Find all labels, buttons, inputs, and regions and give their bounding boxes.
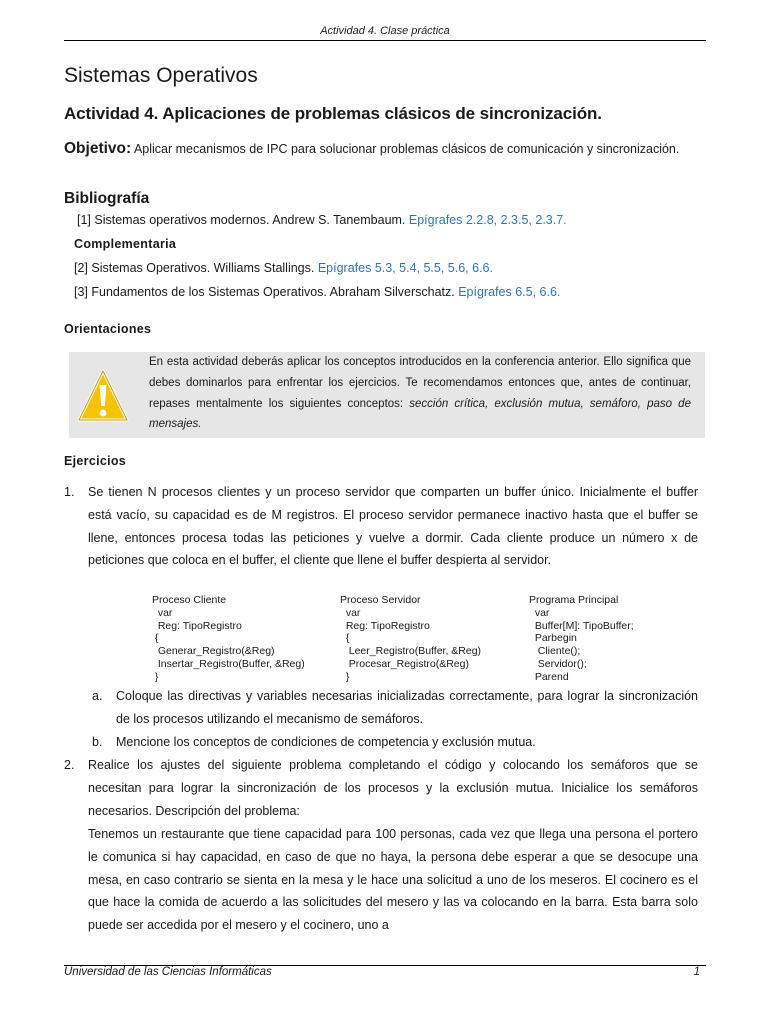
document-page: [64, 0, 706, 1024]
reference-3: [74, 285, 560, 299]
objective-paragraph: [64, 141, 706, 157]
note-concepts: sección crítica, exclusión mutua, semáforo, paso de mensajes.: [149, 397, 691, 431]
reference-text: [3] Fundamentos de los Sistemas Operativos. Abraham Silverschatz.: [74, 285, 455, 299]
reference-text: [1] Sistemas operativos modernos. Andrew S. Tanembaum.: [77, 213, 406, 227]
objective-label: Objetivo:: [64, 140, 132, 157]
exercises-title: Ejercicios: [64, 454, 127, 468]
sub-letter: b.: [92, 735, 103, 749]
warning-icon: [77, 368, 129, 424]
reference-link[interactable]: Epígrafes 6.5, 6.6.: [458, 285, 561, 299]
orientations-title: Orientaciones: [64, 322, 152, 336]
reference-text: [2] Sistemas Operativos. Williams Stallings.: [74, 261, 315, 275]
sub-text: Coloque las directivas y variables necesarias inicializadas correctamente, para lograr la sincronización de los procesos utilizando el mecanismo de semáforos.: [116, 689, 698, 726]
code-server-process: Proceso Servidor var Reg: TipoRegistro { Leer_Registro(Buffer, &Reg) Procesar_Registro(&Reg) }: [340, 594, 482, 683]
reference-1: [77, 213, 567, 227]
bibliography-title: Bibliografía: [64, 190, 150, 207]
code-main-program: Programa Principal var Buffer[M]: TipoBuffer; Parbegin Cliente(); Servidor(); Parend: [529, 594, 634, 683]
running-header: Actividad 4. Clase práctica: [320, 25, 450, 37]
complementary-title: Complementaria: [74, 237, 177, 251]
course-title: Sistemas Operativos: [64, 64, 258, 87]
code-client-process: Proceso Cliente var Reg: TipoRegistro { Generar_Registro(&Reg) Insertar_Registro(Buffer, &Reg) }: [152, 594, 305, 683]
note-body: En esta actividad deberás aplicar los conceptos introducidos en la conferencia anterior. Ello significa que debes dominarlos para enfrentar los ejercicios. Te recomendamos entonces que, antes de continuar, repases mentalmente los siguientes conceptos:: [149, 356, 691, 410]
exercise-text-continued: Tenemos un restaurante que tiene capacidad para 100 personas, cada vez que llega una persona el portero le comunica si hay capacidad, en caso de que no haya, la persona debe esperar a que se desocupe una mesa, en caso contrario se sienta en la mesa y le hace una solicitud a uno de los meseros. El cocinero es el que hace la comida de acuerdo a las solicitudes del mesero y las va colocando en la barra. Esta barra solo puede ser accedida por el mesero y el cocinero, uno a: [88, 827, 698, 933]
objective-text: Aplicar mecanismos de IPC para solucionar problemas clásicos de comunicación y sincronización.: [133, 142, 680, 156]
header-rule: [64, 40, 706, 41]
orientation-note-box: [69, 352, 705, 438]
reference-link[interactable]: Epígrafes 5.3, 5.4, 5.5, 5.6, 6.6.: [317, 261, 493, 275]
exercise-text: Realice los ajustes del siguiente problema completando el código y colocando los semáforos que se necesitan para lograr la sincronización de los procesos y la exclusión mutua. Inicialice los semáforos necesarios. Descripción del problema:: [88, 758, 698, 818]
exercise-text: Se tienen N procesos clientes y un proceso servidor que comparten un buffer único. Inicialmente el buffer está vacío, su capacidad es de M registros. El proceso servidor permanece inactivo hasta que el buffer se llene, entonces procesa todas las peticiones y vuelve a dormir. Cada cliente produce un número x de peticiones que coloca en el buffer, el cliente que llene el buffer despierta al servidor.: [88, 485, 698, 568]
page-number: 1: [693, 966, 700, 978]
exercise-number: 1.: [64, 485, 75, 499]
orientation-note-text: [149, 352, 691, 435]
exercise-number: 2.: [64, 758, 75, 772]
reference-2: [74, 261, 493, 275]
sub-text: Mencione los conceptos de condiciones de competencia y exclusión mutua.: [116, 735, 536, 749]
activity-title: Actividad 4. Aplicaciones de problemas clásicos de sincronización.: [64, 104, 602, 123]
footer-institution: Universidad de las Ciencias Informáticas: [64, 966, 272, 978]
sub-letter: a.: [92, 689, 103, 703]
reference-link[interactable]: Epígrafes 2.2.8, 2.3.5, 2.3.7.: [408, 213, 567, 227]
